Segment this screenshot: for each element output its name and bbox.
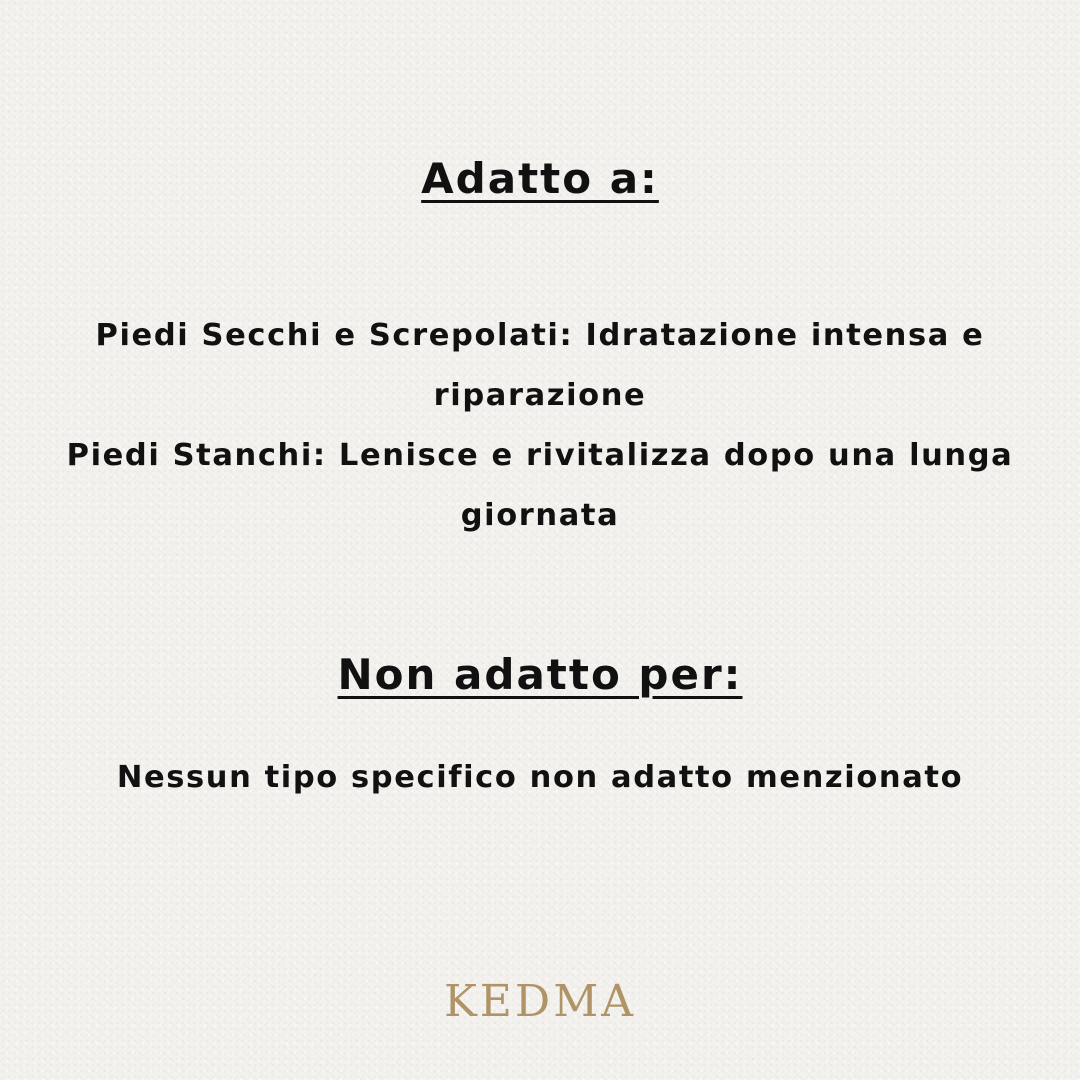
suitable-line: riparazione — [433, 378, 647, 413]
not-suitable-heading — [0, 650, 1080, 700]
not-suitable-text: Nessun tipo specifico non adatto menzionato — [116, 760, 964, 795]
suitable-list — [0, 306, 1080, 546]
brand-logo: KEDMA — [443, 976, 637, 1027]
suitable-heading-text: Adatto a: — [421, 154, 659, 203]
suitable-heading — [0, 154, 1080, 204]
not-suitable-heading-text: Non adatto per: — [337, 650, 743, 699]
suitable-line: giornata — [460, 498, 620, 533]
suitable-line: Piedi Secchi e Screpolati: Idratazione intensa e — [95, 318, 985, 353]
suitable-line: Piedi Stanchi: Lenisce e rivitalizza dopo una lunga — [66, 438, 1014, 473]
